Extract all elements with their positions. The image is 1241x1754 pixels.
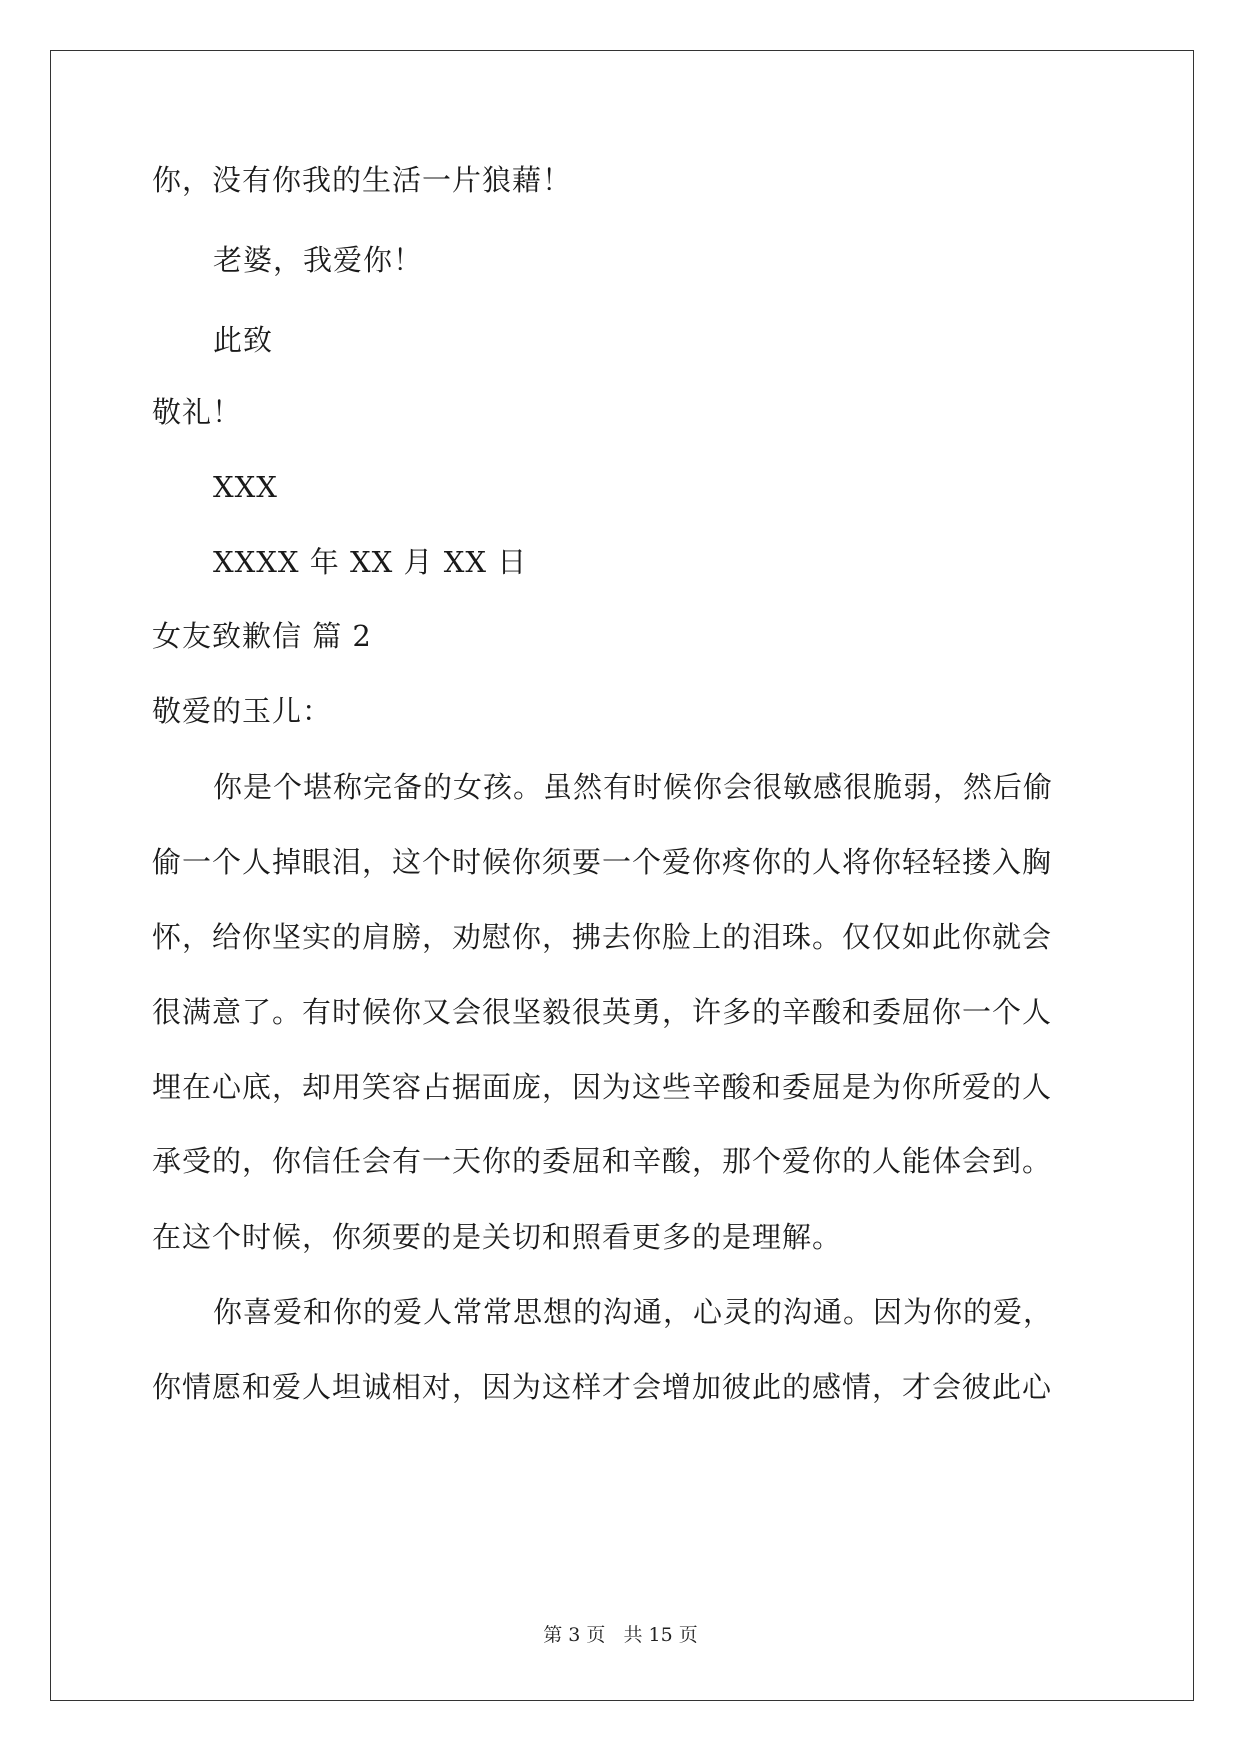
- text-line: 老婆，我爱你！: [213, 243, 424, 277]
- page-number: 第 3 页: [543, 1624, 606, 1646]
- text-line: 你是个堪称完备的女孩。虽然有时候你会很敏感很脆弱，然后偷: [213, 770, 1054, 804]
- page-total: 共 15 页: [623, 1624, 698, 1646]
- text-line: 你，没有你我的生活一片狼藉！: [152, 163, 573, 197]
- text-line: 偷一个人掉眼泪，这个时候你须要一个爱你疼你的人将你轻轻搂入胸: [152, 845, 1053, 879]
- text-line: 怀，给你坚实的肩膀，劝慰你，拂去你脸上的泪珠。仅仅如此你就会: [152, 920, 1053, 954]
- section-heading: 女友致歉信 篇 2: [152, 619, 372, 653]
- text-line: 很满意了。有时候你又会很坚毅很英勇，许多的辛酸和委屈你一个人: [152, 995, 1053, 1029]
- text-line: XXXX 年 XX 月 XX 日: [213, 545, 528, 579]
- text-line: 在这个时候，你须要的是关切和照看更多的是理解。: [152, 1220, 843, 1254]
- text-line: 敬礼！: [152, 395, 243, 429]
- text-line: 你情愿和爱人坦诚相对，因为这样才会增加彼此的感情，才会彼此心: [152, 1370, 1053, 1404]
- text-line: 你喜爱和你的爱人常常思想的沟通，心灵的沟通。因为你的爱，: [213, 1295, 1054, 1329]
- page-footer: [0, 1620, 1241, 1647]
- text-line: 此致: [213, 323, 274, 357]
- text-line: 承受的，你信任会有一天你的委屈和辛酸，那个爱你的人能体会到。: [152, 1144, 1053, 1178]
- salutation: 敬爱的玉儿：: [152, 694, 333, 728]
- text-line: XXX: [213, 470, 278, 504]
- text-line: 埋在心底，却用笑容占据面庞，因为这些辛酸和委屈是为你所爱的人: [152, 1070, 1053, 1104]
